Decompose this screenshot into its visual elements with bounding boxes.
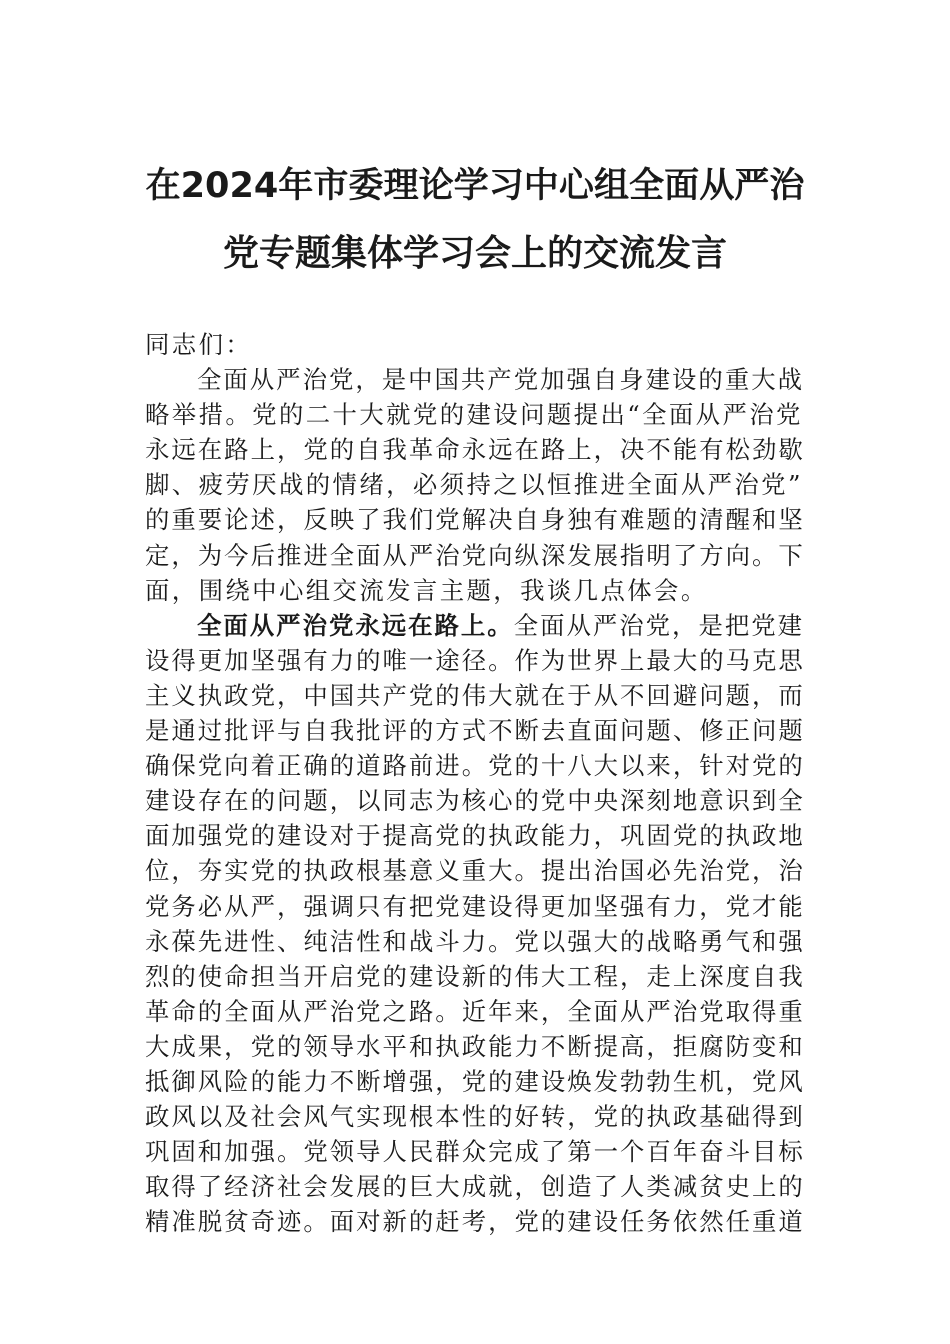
paragraph-2: [145, 608, 805, 1240]
paragraph-2-line: 精准脱贫奇迹。面对新的赶考，党的建设任务依然任重道: [145, 1207, 805, 1237]
paragraph-2-line: 面加强党的建设对于提高党的执政能力，巩固党的执政地: [145, 821, 805, 851]
paragraph-2-first-line: [145, 608, 805, 643]
document-title-line-1: 在2024年市委理论学习中心组全面从严治: [145, 165, 805, 206]
document-body: [145, 327, 805, 1239]
paragraph-2-line: 取得了经济社会发展的巨大成就，创造了人类减贫史上的: [145, 1172, 805, 1202]
paragraph-1-line: 全面从严治党，是中国共产党加强自身建设的重大战: [197, 365, 804, 395]
paragraph-2-line: 大成果，党的领导水平和执政能力不断提高，拒腐防变和: [145, 1031, 805, 1061]
paragraph-2-line: 建设存在的问题，以同志为核心的党中央深刻地意识到全: [145, 786, 805, 816]
paragraph-2-line: 政风以及社会风气实现根本性的好转，党的执政基础得到: [145, 1102, 805, 1132]
paragraph-2-line: 抵御风险的能力不断增强，党的建设焕发勃勃生机，党风: [145, 1066, 805, 1096]
paragraph-2-line: 主义执政党，中国共产党的伟大就在于从不回避问题，而: [145, 680, 805, 710]
paragraph-2-line: 党务必从严，强调只有把党建设得更加坚强有力，党才能: [145, 891, 805, 921]
paragraph-2-line: 确保党向着正确的道路前进。党的十八大以来，针对党的: [145, 751, 805, 781]
paragraph-2-line: 位，夯实党的执政根基意义重大。提出治国必先治党，治: [145, 856, 805, 886]
paragraph-2-line: 设得更加坚强有力的唯一途径。作为世界上最大的马克思: [145, 645, 805, 675]
paragraph-2-line: 革命的全面从严治党之路。近年来，全面从严治党取得重: [145, 996, 805, 1026]
paragraph-1-line: 的重要论述，反映了我们党解决自身独有难题的清醒和坚: [145, 505, 805, 535]
paragraph-2-line: 是通过批评与自我批评的方式不断去直面问题、修正问题: [145, 716, 805, 746]
salutation: 同志们：: [145, 330, 253, 359]
paragraph-1-line: 定，为今后推进全面从严治党向纵深发展指明了方向。下: [145, 540, 805, 570]
paragraph-1-line: 略举措。党的二十大就党的建设问题提出“全面从严治党: [145, 400, 803, 430]
paragraph-2-line: 烈的使命担当开启党的建设新的伟大工程，走上深度自我: [145, 961, 805, 991]
document-title-line-2: 党专题集体学习会上的交流发言: [222, 233, 727, 274]
paragraph-1-line: 脚、疲劳厌战的情绪，必须持之以恒推进全面从严治党”: [145, 470, 803, 500]
paragraph-2-line: 巩固和加强。党领导人民群众完成了第一个百年奋斗目标: [145, 1137, 805, 1167]
paragraph-2-first-line-text: 全面从严治党，是把党建: [513, 610, 805, 640]
paragraph-2-line: 永葆先进性、纯洁性和战斗力。党以强大的战略勇气和强: [145, 926, 805, 956]
paragraph-1-line: 永远在路上，党的自我革命永远在路上，决不能有松劲歇: [145, 435, 805, 465]
paragraph-2-heading: 全面从严治党永远在路上。: [197, 610, 514, 640]
paragraph-1-line: 面，围绕中心组交流发言主题，我谈几点体会。: [145, 575, 708, 605]
paragraph-1: [145, 362, 805, 608]
